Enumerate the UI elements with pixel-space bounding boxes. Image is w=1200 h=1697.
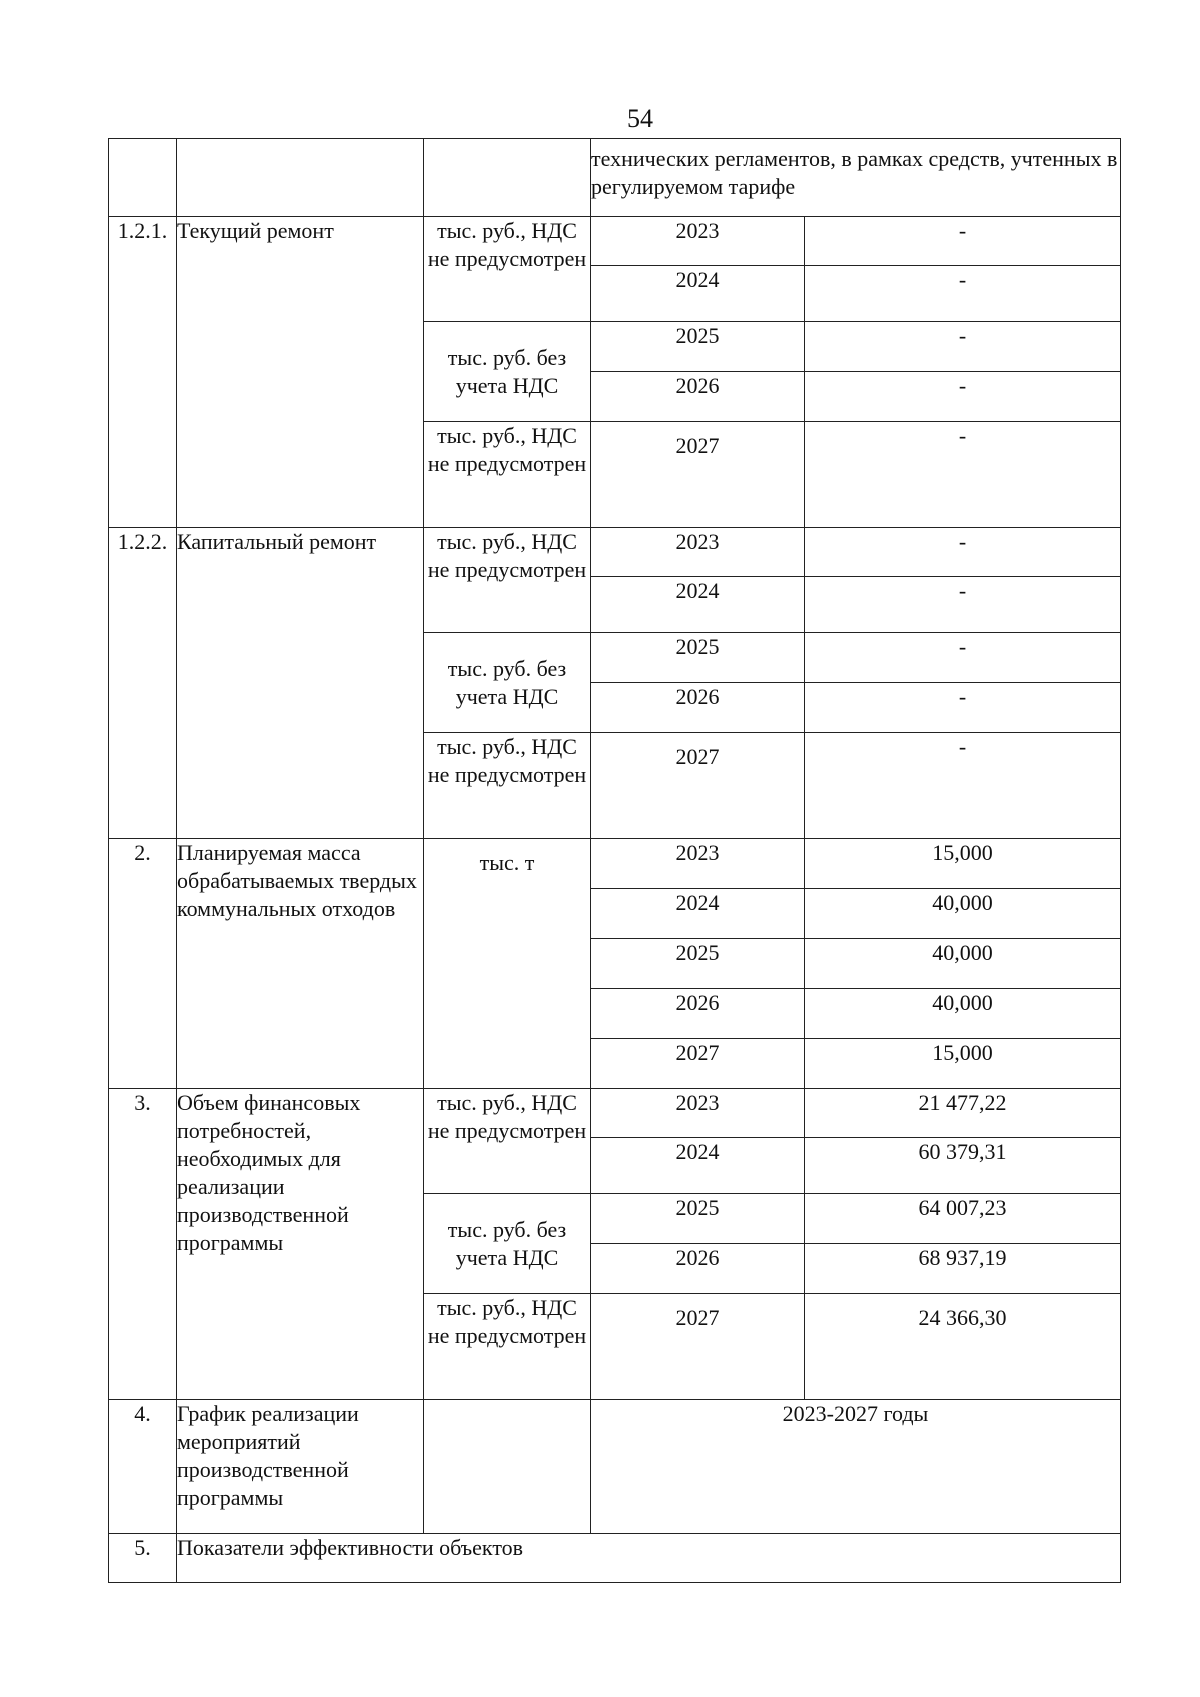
year-cell: 2024: [591, 266, 805, 322]
table-row: [109, 1089, 1121, 1138]
year-cell: 2027: [591, 1039, 805, 1089]
row-number: 5.: [109, 1534, 177, 1583]
value-cell: 15,000: [805, 1039, 1121, 1089]
year-cell: 2027: [591, 733, 805, 839]
value-cell: -: [805, 733, 1121, 839]
row-name: Капитальный ремонт: [177, 528, 424, 839]
indicators-table: [108, 138, 1121, 1583]
row-number: 3.: [109, 1089, 177, 1400]
row-name: Текущий ремонт: [177, 217, 424, 528]
unit-label: тыс. руб., НДС не предусмотрен: [424, 422, 591, 528]
unit-label: тыс. руб., НДС не предусмотрен: [424, 1294, 591, 1400]
unit-label: тыс. руб., НДС не предусмотрен: [424, 528, 591, 633]
year-cell: 2026: [591, 1244, 805, 1294]
value-cell: -: [805, 372, 1121, 422]
unit-label: тыс. руб., НДС не предусмотрен: [424, 733, 591, 839]
value-cell: -: [805, 528, 1121, 577]
value-cell: -: [805, 633, 1121, 683]
cell-empty: [424, 139, 591, 217]
year-cell: 2026: [591, 372, 805, 422]
year-cell: 2026: [591, 989, 805, 1039]
unit-label: тыс. руб. без учета НДС: [424, 1194, 591, 1294]
table-row: [109, 217, 1121, 266]
value-cell: -: [805, 422, 1121, 528]
value-cell: -: [805, 683, 1121, 733]
row-number: 1.2.1.: [109, 217, 177, 528]
year-cell: 2024: [591, 889, 805, 939]
cell-empty: [424, 1400, 591, 1534]
unit-label: тыс. руб. без учета НДС: [424, 633, 591, 733]
value-cell: 21 477,22: [805, 1089, 1121, 1138]
year-cell: 2025: [591, 939, 805, 989]
value-cell: 15,000: [805, 839, 1121, 889]
unit-label: тыс. руб. без учета НДС: [424, 322, 591, 422]
year-cell: 2025: [591, 1194, 805, 1244]
year-cell: 2027: [591, 422, 805, 528]
row-name: Планируемая масса обрабатываемых твердых коммунальных отходов: [177, 839, 424, 1089]
row-number: 4.: [109, 1400, 177, 1534]
table-row: [109, 528, 1121, 577]
value-cell: 40,000: [805, 889, 1121, 939]
value-cell: -: [805, 322, 1121, 372]
row-name: Показатели эффективности объектов: [177, 1534, 1121, 1583]
year-cell: 2025: [591, 322, 805, 372]
row-number: 2.: [109, 839, 177, 1089]
table-row: [109, 1534, 1121, 1583]
value-cell: 60 379,31: [805, 1138, 1121, 1194]
year-cell: 2023: [591, 1089, 805, 1138]
table-row: [109, 839, 1121, 889]
value-cell: 24 366,30: [805, 1294, 1121, 1400]
value-cell: -: [805, 577, 1121, 633]
year-cell: 2023: [591, 839, 805, 889]
value-cell: -: [805, 217, 1121, 266]
unit-label: тыс. т: [424, 839, 591, 1089]
unit-label: тыс. руб., НДС не предусмотрен: [424, 1089, 591, 1194]
year-cell: 2024: [591, 1138, 805, 1194]
value-cell: 40,000: [805, 939, 1121, 989]
value-cell: 40,000: [805, 989, 1121, 1039]
year-cell: 2023: [591, 217, 805, 266]
value-cell: 64 007,23: [805, 1194, 1121, 1244]
table-row: [109, 1400, 1121, 1534]
table-row-continuation: [109, 139, 1121, 217]
year-cell: 2023: [591, 528, 805, 577]
cell-empty: [177, 139, 424, 217]
year-cell: 2025: [591, 633, 805, 683]
year-cell: 2027: [591, 1294, 805, 1400]
continuation-text: технических регламентов, в рамках средств, учтенных в регулируемом тарифе: [591, 139, 1121, 217]
period-cell: 2023-2027 годы: [591, 1400, 1121, 1534]
row-name: График реализации мероприятий производственной программы: [177, 1400, 424, 1534]
value-cell: -: [805, 266, 1121, 322]
row-number: 1.2.2.: [109, 528, 177, 839]
year-cell: 2024: [591, 577, 805, 633]
year-cell: 2026: [591, 683, 805, 733]
page-number: 54: [627, 104, 653, 133]
value-cell: 68 937,19: [805, 1244, 1121, 1294]
cell-empty: [109, 139, 177, 217]
unit-label: тыс. руб., НДС не предусмотрен: [424, 217, 591, 322]
row-name: Объем финансовых потребностей, необходимых для реализации производственной программы: [177, 1089, 424, 1400]
